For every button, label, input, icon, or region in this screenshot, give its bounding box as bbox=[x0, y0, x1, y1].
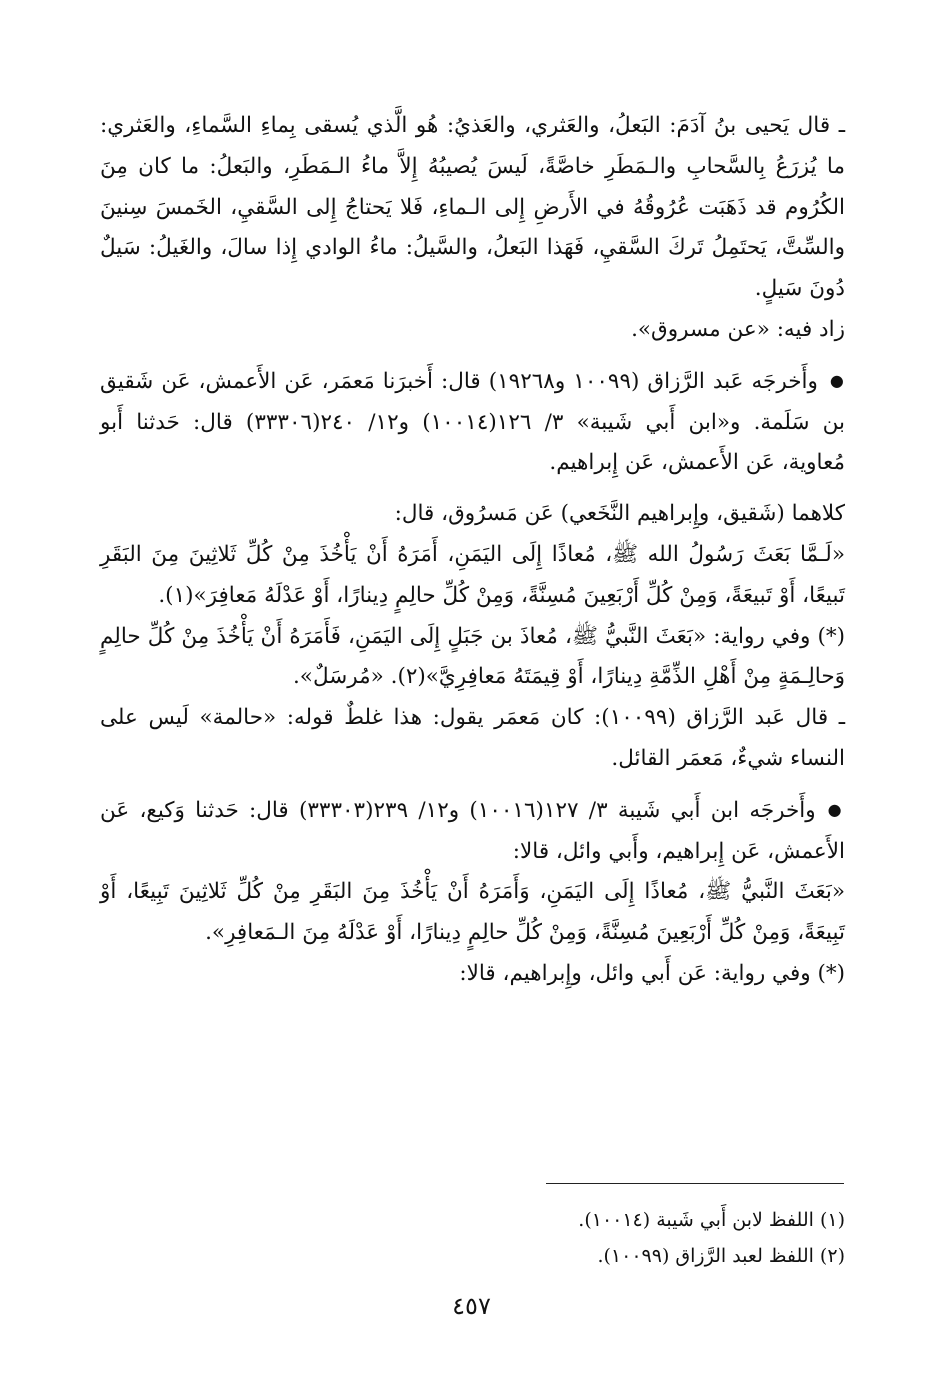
paragraph-both-narrators: كلاهما (شَقيق، وإِبراهيم النَّخَعي) عَن مَسرُوق، قال: bbox=[394, 501, 845, 527]
paragraph-hadith-1: «لَـمَّا بَعَثَ رَسُولُ الله ﷺ، مُعاذًا إِلَى اليَمَنِ، أَمَرَهُ أَنْ يَأْخُذَ مِنْ كُلِّ ثَلاثِينَ مِنَ البَقَرِ تَبيعًا، أَوْ تَبيعَةً، وَمِنْ كُلِّ أَرْبَعِينَ مُسِنَّةً، وَمِنْ كُلِّ حالِمٍ دِينارًا، أَوْ عَدْلَهُ مَعافِرَ»(١). bbox=[100, 541, 845, 608]
page-number: ٤٥٧ bbox=[452, 1292, 491, 1320]
paragraph-hadith-2: «بَعَثَ النَّبيُّ ﷺ، مُعاذًا إِلَى اليَمَنِ، وَأَمَرَهُ أَنْ يَأْخُذَ مِنَ البَقَرِ مِنْ كُلِّ ثَلاثِينَ تَبِيعًا، أَوْ تَبِيعَةً، وَمِنْ كُلِّ أَرْبَعِينَ مُسِنَّةً، وَمِنْ كُلِّ حالِمٍ دِينارًا، أَوْ عَدْلَهُ مِنَ الـمَعافِرِ». bbox=[100, 879, 845, 946]
main-text bbox=[100, 106, 845, 995]
paragraph-takhrij-2-text: وأَخرجَه ابن أَبي شَيبة ٣/ ١٢٧(١٠٠١٦) و١٢/ ٢٣٩(٣٣٣٠٣) قال: حَدثنا وَكيع، عَن الأَعمش، عَن إِبراهيم، وأَبي وائل، قالا: bbox=[100, 797, 845, 864]
footnotes bbox=[100, 1202, 845, 1274]
paragraph-takhrij-1-text: وأَخرجَه عَبد الرَّزاق (١٠٠٩٩ و١٩٢٦٨) قال: أَخبرَنا مَعمَر، عَن الأَعمش، عَن شَقيق بن سَلَمة. و«ابن أَبي شَيبة» ٣/ ١٢٦(١٠٠١٤) و١٢/ ٢٤٠(٣٣٣٠٦) قال: حَدثنا أَبو مُعاوية، عَن الأَعمش، عَن إِبراهيم. bbox=[100, 368, 846, 476]
paragraph-riwaya-2: (*) وفي رواية: عَن أَبي وائل، وإِبراهيم، قالا: bbox=[459, 960, 845, 986]
paragraph-takhrij-1 bbox=[100, 361, 845, 484]
paragraph-abdulrazzaq-note: ـ قال عَبد الرَّزاق (١٠٠٩٩): كان مَعمَر يقول: هذا غلطٌ قوله: «حالمة» لَيس على النساء شيءٌ، مَعمَر القائل. bbox=[100, 705, 846, 771]
footnote-separator bbox=[546, 1183, 844, 1184]
paragraph-takhrij-2 bbox=[100, 790, 845, 873]
paragraph-riwaya-1: (*) وفي رواية: «بَعَثَ النَّبيُّ ﷺ، مُعاذَ بن جَبَلٍ إِلَى اليَمَنِ، فَأَمَرَهُ أَنْ يَأْخُذَ مِنْ كُلِّ حالِمٍ وَحالِـمَةٍ مِنْ أَهْلِ الذِّمَّةِ دِينارًا، أَوْ قِيمَتَهُ مَعافِرِيَّ»(٢). «مُرسَلٌ». bbox=[100, 623, 845, 690]
footnote-2: (٢) اللفظ لعبد الرَّزاق (١٠٠٩٩). bbox=[597, 1245, 845, 1267]
paragraph-yahya-quote: ـ قال يَحيى بنُ آدَمَ: البَعلُ، والعَثري، والعَذيُ: هُو الَّذي يُسقى بِماءِ السَّماءِ، والعَثري: ما يُزرَعُ بِالسَّحابِ والـمَطَرِ خاصَّةً، لَيسَ يُصيبُهُ إِلاَّ ماءُ الـمَطَرِ، والبَعلُ: ما كان مِنَ الكُرُوم قد ذَهَبَت عُرُوقُهُ في الأَرضِ إِلى الـماءِ، فَلا يَحتاجُ إِلى السَّقيِ، الخَمسَ سِنينَ والسِّتَّ، يَحتَمِلُ تَركَ السَّقيِ، فَهَذا البَعلُ، والسَّيلُ: ماءُ الوادي إِذا سالَ، والغَيلُ: سَيلٌ دُونَ سَيلٍ. bbox=[100, 113, 845, 302]
footnote-1: (١) اللفظ لابن أَبي شَيبة (١٠٠١٤). bbox=[578, 1209, 845, 1231]
paragraph-addition: زاد فيه: «عن مسروق». bbox=[631, 316, 845, 342]
bullet-icon: ● bbox=[827, 799, 846, 819]
bullet-icon: ● bbox=[829, 370, 845, 390]
